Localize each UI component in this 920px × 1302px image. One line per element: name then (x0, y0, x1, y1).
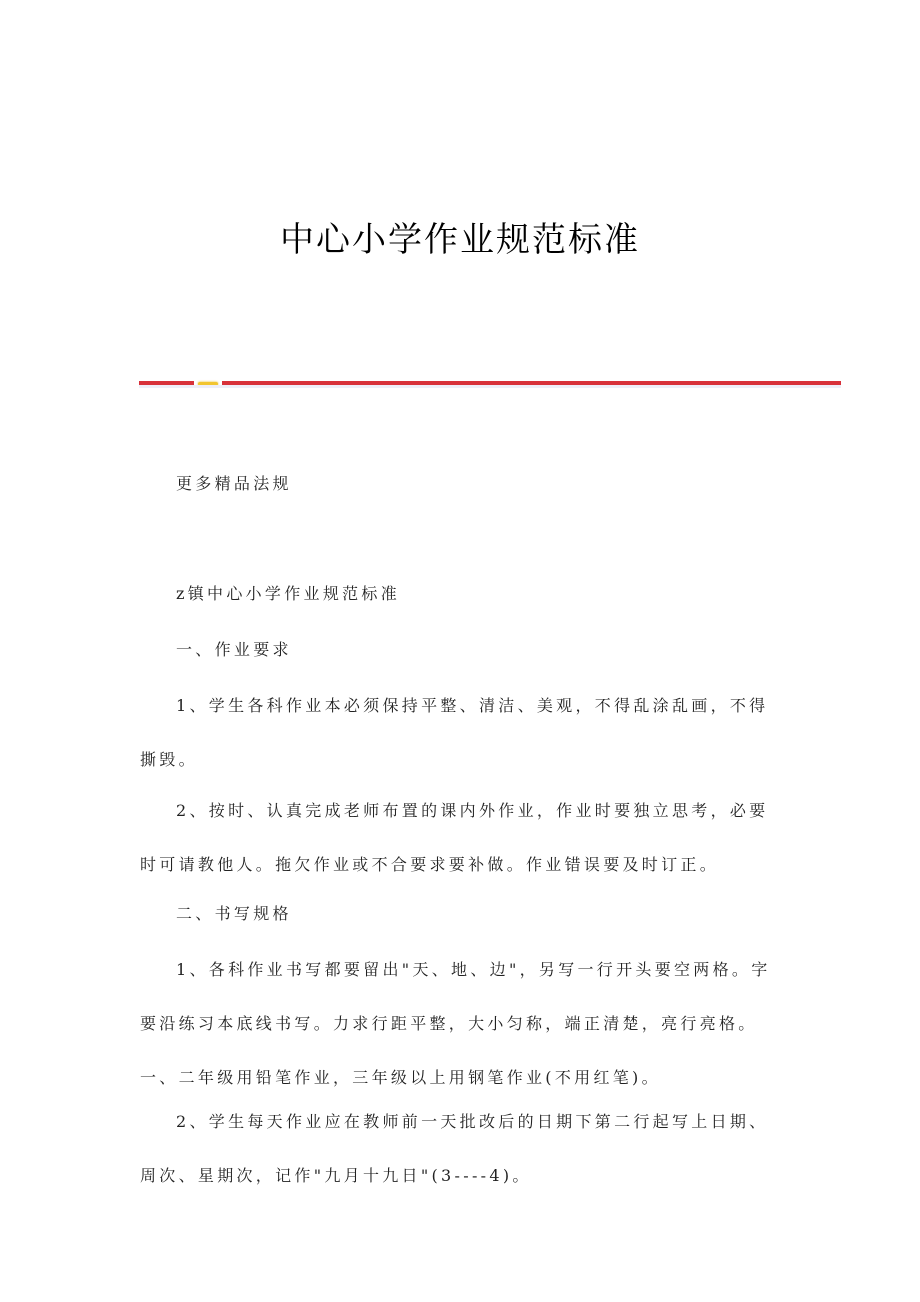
divider-shadow (139, 385, 841, 388)
section-heading-writing-format: 二、书写规格 (176, 904, 292, 923)
more-regulations-link-text: 更多精品法规 (176, 474, 292, 493)
section-heading-homework-requirements: 一、作业要求 (176, 640, 292, 659)
title-divider (139, 381, 841, 389)
writing-format-item-1: 1、各科作业书写都要留出"天、地、边"，另写一行开头要空两格。字要沿练习本底线书写。力求行距平整，大小匀称，端正清楚，亮行亮格。一、二年级用铅笔作业，三年级以上用钢笔作业(不用红笔)。 (140, 960, 771, 1087)
document-subtitle: z镇中心小学作业规范标准 (176, 584, 401, 603)
page-title: 中心小学作业规范标准 (280, 220, 640, 260)
writing-format-item-2: 2、学生每天作业应在教师前一天批改后的日期下第二行起写上日期、周次、星期次，记作"九月十九日"(3----4)。 (140, 1112, 769, 1185)
requirement-item-1: 1、学生各科作业本必须保持平整、清洁、美观，不得乱涂乱画，不得撕毁。 (140, 696, 769, 769)
requirement-item-2: 2、按时、认真完成老师布置的课内外作业，作业时要独立思考，必要时可请教他人。拖欠作业或不合要求要补做。作业错误要及时订正。 (140, 801, 769, 874)
